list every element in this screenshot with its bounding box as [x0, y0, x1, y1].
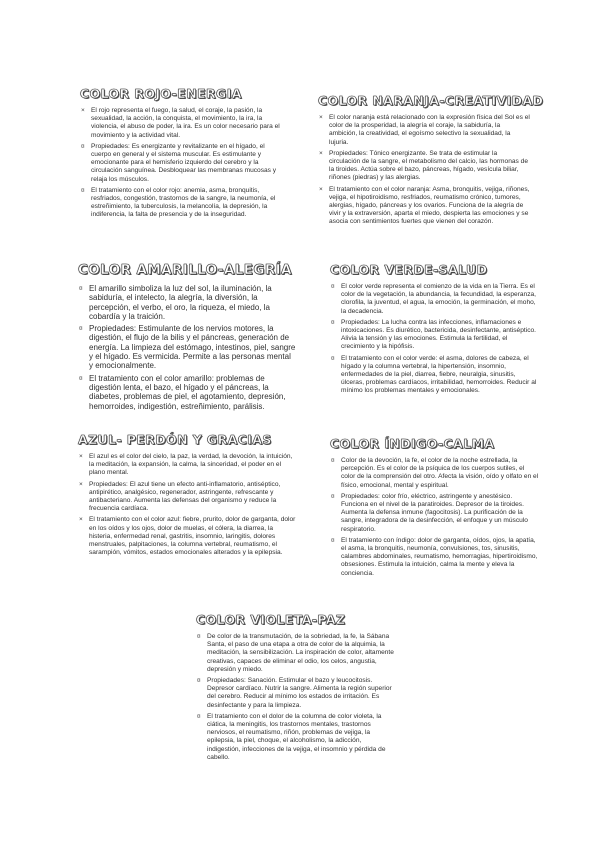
- list-item: ¤ Color de la devoción, la fe, el color de la noche estrellada, la percepción. Es el color de la psíquica de los cuerpos sutiles, el color de la comprensión del otro. Afecta la visión, oído y olfato en el físico, emocional, mental y espiritual.: [331, 457, 539, 489]
- section-title: COLOR AMARILLO-ALEGRÍA: [78, 262, 292, 278]
- section-azul: [78, 432, 296, 560]
- bullet-icon: ¤: [81, 186, 85, 194]
- list-item: ¤ Propiedades: Es energizante y revitalizante en el hígado, el cuerpo en general y el sistema muscular. Es estimulante y emocionante para el hemisferio izquierdo del cerebro y la circulación sanguínea. Desbloquear las membranas mucosas y relaja los músculos.: [81, 142, 277, 183]
- bullet-icon: ¤: [197, 633, 201, 640]
- list-item: ¤ El tratamiento con el color amarillo: problemas de digestión lenta, el bazo, el hígado y el páncreas, la diabetes, problemas de piel, el agotamiento, depresión, hemorroides, indigestión, estreñimiento, parálisis.: [79, 373, 286, 411]
- bullet-icon: ×: [79, 480, 83, 488]
- list-item: ¤ El tratamiento con el dolor de la columna de color violeta, la ciática, la meningitis, los trastornos mentales, trastornos nerviosos, el reumatismo, riñón, problemas de vejiga, la epilepsia, la piel, choque, el alcoholismo, la adicción, indigestión, infecciones de la vejiga, el insomnio y pérdida de cabello.: [197, 712, 386, 761]
- section-amarillo: [78, 262, 296, 414]
- section-indigo: [330, 436, 540, 581]
- bullet-icon: ×: [319, 185, 323, 193]
- bullet-icon: ×: [319, 149, 323, 157]
- bullet-icon: ¤: [331, 283, 335, 290]
- list-item: × Propiedades: Tónico energizante. Se trata de estimular la circulación de la sangre, el metabolismo del calcio, las hormonas de la tiroides. Actúa sobre el bazo, páncreas, hígado, vesícula biliar, riñones (piedras) y las alergias.: [319, 149, 529, 182]
- bullet-icon: ×: [81, 107, 85, 114]
- section-rojo: [80, 86, 285, 223]
- section-title: COLOR NARANJA-CREATIVIDAD: [318, 93, 544, 108]
- bullet-icon: ¤: [79, 325, 83, 333]
- list-item: ¤ Propiedades: La lucha contra las infecciones, inflamaciones e intoxicaciones. Es diurético, bactericida, desinfectante, antiséptico. Alivia la tensión y las emociones. Estimula la fertilidad, el crecimiento y la hipófisis.: [331, 318, 536, 351]
- section-title: COLOR VIOLETA-PAZ: [196, 612, 346, 627]
- list-item: ¤ El color verde representa el comienzo de la vida en la Tierra. Es el color de la vegetación, la abundancia, la fecundidad, la esperanza, clorofila, la juventud, el agua, la emoción, la germinación, el moho, la decadencia.: [331, 283, 537, 315]
- list-item: ¤ De color de la transmutación, de la sobriedad, la fe, la Sábana Santa, el paso de una etapa a otra de color de la alquimia, la meditación, la sensibilización. La inspiración de color, altamente creativas, capaces de eliminar el odio, los celos, angustia, depresión y miedo.: [197, 633, 394, 673]
- bullet-icon: ¤: [197, 677, 201, 685]
- bullet-icon: ¤: [331, 457, 335, 464]
- section-title: COLOR VERDE-SALUD: [330, 262, 488, 277]
- list-item: ¤ El amarillo simboliza la luz del sol, la iluminación, la sabiduría, el intelecto, la alegría, la diversión, la percepción, el verbo, el oro, la riqueza, el miedo, la cobardía y la traición.: [79, 284, 272, 321]
- list-item: ¤ El tratamiento con el color verde: el asma, dolores de cabeza, el hígado y la columna vertebral, la hipertensión, insomnio, enfermedades de la piel, diarrea, fiebre, neuralgia, sinusitis, úlceras, problemas cardíacos, irritabilidad, hemorroides. Reducir al mínimo los problemas mentales y emocionales.: [331, 354, 537, 395]
- bullet-icon: ×: [79, 453, 83, 460]
- list-item: × Propiedades: El azul tiene un efecto anti-inflamatorio, antiséptico, antipirético, analgésico, regenerador, astringente, refrescante y antibacteriano. Aumenta las defensas del organismo y reduce la frecuencia cardíaca.: [79, 480, 281, 513]
- section-title: COLOR ÍNDIGO-CALMA: [330, 436, 495, 451]
- bullet-icon: ¤: [79, 285, 83, 292]
- list-item: ¤ Propiedades: color frío, eléctrico, astringente y anestésico. Funciona en el nivel de la paratiroides. Depresor de la tiroides. Aumenta la defensa inmune (fagocitosis). La purificación de la sangre, integradora de la desinfección, el enfoque y un músculo respiratorio.: [331, 492, 528, 533]
- list-item: × El rojo representa el fuego, la salud, el coraje, la pasión, la sexualidad, la acción, la conquista, el movimiento, la ira, la violencia, el abuso de poder, la ira. Es un color necesario para el movimiento y la actividad vital.: [81, 107, 280, 139]
- section-violeta: [196, 612, 396, 765]
- section-naranja: [318, 93, 544, 230]
- list-item: × El tratamiento con el color naranja: Asma, bronquitis, vejiga, riñones, vejiga, el hipotiroidismo, resfriados, reumatismo crónico, tumores, alergias, hígado, páncreas y los ovarios. Funciona de la alegría de vivir y la extraversión, aparta el miedo, despierta las emociones y se asocia con sentimientos fuertes que vienen del corazón.: [319, 185, 530, 226]
- section-title: COLOR ROJO-ENERGIA: [80, 86, 242, 101]
- bullet-icon: ¤: [81, 142, 85, 150]
- bullet-icon: ¤: [79, 374, 83, 382]
- bullet-icon: ¤: [197, 712, 201, 720]
- bullet-icon: ×: [79, 516, 83, 524]
- list-item: ¤ El tratamiento con el color rojo: anemia, asma, bronquitis, resfriados, congestión, trastornos de la sangre, la neumonía, el estreñimiento, la tuberculosis, la melancolía, la depresión, la indiferencia, la falta de presencia y de la inseguridad.: [81, 186, 276, 219]
- list-item: × El tratamiento con el color azul: fiebre, prurito, dolor de garganta, dolor en los oídos y los ojos, dolor de muelas, el cólera, la diarrea, la histeria, enfermedad renal, gastritis, insomnio, laringitis, dolores menstruales, palpitaciones, la columna vertebral, reumatismo, el sarampión, vómitos, estados emocionales alterados y la epilepsia.: [79, 516, 296, 557]
- list-item: ¤ El tratamiento con índigo: dolor de garganta, oídos, ojos, la apatía, el asma, la bronquitis, neumonía, convulsiones, tos, sinusitis, calambres abdominales, reumatismo, hemorragias, hipertiroidismo, obsesiones. Estimula la intuición, calma la mente y eleva la conciencia.: [331, 536, 538, 577]
- list-item: × El azul es el color del cielo, la paz, la verdad, la devoción, la intuición, la meditación, la expansión, la calma, la sinceridad, el poder en el plano mental.: [79, 453, 293, 477]
- section-verde: [330, 262, 540, 399]
- list-item: × El color naranja está relacionado con la expresión física del Sol es el color de la prosperidad, la alegría el coraje, la sabiduría, la ambición, la creatividad, el egoísmo selectivo la sexualidad, la lujuria.: [319, 114, 530, 146]
- bullet-icon: ¤: [331, 318, 335, 326]
- bullet-icon: ¤: [331, 492, 335, 500]
- list-item: ¤ Propiedades: Estimulante de los nervios motores, la digestión, el flujo de la bilis y el páncreas, generación de energía. La limpieza del estómago, intestinos, piel, sangre y el hígado. Es vermicida. Permite a las personas mental y emocionalmente.: [79, 324, 296, 371]
- list-item: ¤ Propiedades: Sanación. Estimular el bazo y leucocitosis. Depresor cardíaco. Nutrir la sangre. Alimenta la región superior del cerebro. Reducir al mínimo los estados de irritación. Es desinfectante y para la limpieza.: [197, 677, 392, 709]
- section-title: AZUL- PERDÓN Y GRACIAS: [78, 432, 272, 447]
- bullet-icon: ×: [319, 114, 323, 121]
- bullet-icon: ¤: [331, 536, 335, 544]
- bullet-icon: ¤: [331, 354, 335, 362]
